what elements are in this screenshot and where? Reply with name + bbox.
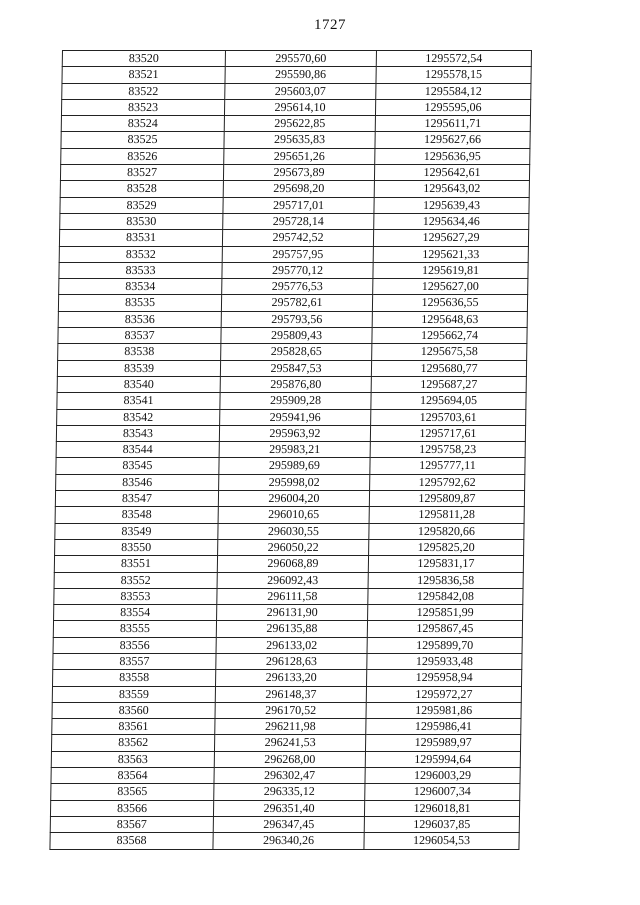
y-coordinate-cell: 1295578,15 xyxy=(376,67,531,83)
table-row xyxy=(51,735,520,751)
y-coordinate-cell: 1295636,55 xyxy=(372,295,527,311)
point-number-cell: 83568 xyxy=(50,833,213,849)
point-number-cell: 83535 xyxy=(58,295,221,311)
x-coordinate-cell: 295828,65 xyxy=(221,344,372,360)
point-number-cell: 83524 xyxy=(61,116,224,132)
table-row xyxy=(58,328,527,344)
x-coordinate-cell: 296340,26 xyxy=(213,833,364,849)
y-coordinate-cell: 1295703,61 xyxy=(371,409,526,425)
x-coordinate-cell: 295989,69 xyxy=(219,458,370,474)
x-coordinate-cell: 295876,80 xyxy=(220,376,371,392)
x-coordinate-cell: 295673,89 xyxy=(223,165,374,181)
point-number-cell: 83546 xyxy=(56,474,219,490)
x-coordinate-cell: 295614,10 xyxy=(224,99,375,115)
x-coordinate-cell: 295793,56 xyxy=(221,311,372,327)
table-row xyxy=(56,458,525,474)
y-coordinate-cell: 1295611,71 xyxy=(375,116,530,132)
x-coordinate-cell: 295717,01 xyxy=(223,197,374,213)
y-coordinate-cell: 1295792,62 xyxy=(370,474,525,490)
table-row xyxy=(53,637,522,653)
x-coordinate-cell: 296347,45 xyxy=(213,816,364,832)
table-row xyxy=(54,572,523,588)
y-coordinate-cell: 1295899,70 xyxy=(367,637,522,653)
table-row xyxy=(60,213,529,229)
y-coordinate-cell: 1295636,95 xyxy=(375,148,530,164)
y-coordinate-cell: 1295994,64 xyxy=(365,751,520,767)
table-row xyxy=(58,311,527,327)
x-coordinate-cell: 296148,37 xyxy=(215,686,366,702)
table-row xyxy=(53,621,522,637)
coordinates-table-container xyxy=(49,50,530,850)
point-number-cell: 83534 xyxy=(59,279,222,295)
y-coordinate-cell: 1295634,46 xyxy=(374,213,529,229)
point-number-cell: 83557 xyxy=(53,653,216,669)
x-coordinate-cell: 296268,00 xyxy=(214,751,365,767)
table-row xyxy=(51,768,520,784)
x-coordinate-cell: 295742,52 xyxy=(222,230,373,246)
y-coordinate-cell: 1295820,66 xyxy=(369,523,524,539)
point-number-cell: 83532 xyxy=(59,246,222,262)
point-number-cell: 83560 xyxy=(52,702,215,718)
table-row xyxy=(57,376,526,392)
y-coordinate-cell: 1296003,29 xyxy=(365,768,520,784)
x-coordinate-cell: 296068,89 xyxy=(217,556,368,572)
point-number-cell: 83561 xyxy=(52,719,215,735)
table-row xyxy=(50,816,519,832)
point-number-cell: 83538 xyxy=(58,344,221,360)
x-coordinate-cell: 296092,43 xyxy=(217,572,368,588)
table-row xyxy=(62,67,531,83)
point-number-cell: 83558 xyxy=(53,670,216,686)
point-number-cell: 83559 xyxy=(52,686,215,702)
x-coordinate-cell: 296128,63 xyxy=(216,653,367,669)
y-coordinate-cell: 1295758,23 xyxy=(370,442,525,458)
y-coordinate-cell: 1295717,61 xyxy=(370,425,525,441)
y-coordinate-cell: 1295842,08 xyxy=(368,588,523,604)
point-number-cell: 83543 xyxy=(56,425,219,441)
point-number-cell: 83521 xyxy=(62,67,225,83)
point-number-cell: 83567 xyxy=(50,816,213,832)
x-coordinate-cell: 295635,83 xyxy=(224,132,375,148)
x-coordinate-cell: 295590,86 xyxy=(225,67,376,83)
x-coordinate-cell: 296302,47 xyxy=(214,768,365,784)
table-row xyxy=(56,474,525,490)
table-row xyxy=(51,751,520,767)
x-coordinate-cell: 296335,12 xyxy=(214,784,365,800)
y-coordinate-cell: 1295972,27 xyxy=(366,686,521,702)
point-number-cell: 83531 xyxy=(59,230,222,246)
y-coordinate-cell: 1295648,63 xyxy=(372,311,527,327)
x-coordinate-cell: 296170,52 xyxy=(215,702,366,718)
x-coordinate-cell: 295770,12 xyxy=(222,262,373,278)
point-number-cell: 83566 xyxy=(50,800,213,816)
y-coordinate-cell: 1296007,34 xyxy=(365,784,520,800)
x-coordinate-cell: 295809,43 xyxy=(221,328,372,344)
y-coordinate-cell: 1295662,74 xyxy=(372,328,527,344)
x-coordinate-cell: 296133,02 xyxy=(216,637,367,653)
y-coordinate-cell: 1295958,94 xyxy=(367,670,522,686)
x-coordinate-cell: 296133,20 xyxy=(216,670,367,686)
table-row xyxy=(62,51,531,67)
table-row xyxy=(55,539,524,555)
point-number-cell: 83545 xyxy=(56,458,219,474)
y-coordinate-cell: 1296054,53 xyxy=(364,833,519,849)
point-number-cell: 83563 xyxy=(51,751,214,767)
point-number-cell: 83522 xyxy=(62,83,225,99)
point-number-cell: 83556 xyxy=(53,637,216,653)
y-coordinate-cell: 1295809,87 xyxy=(369,491,524,507)
table-row xyxy=(53,670,522,686)
point-number-cell: 83548 xyxy=(55,507,218,523)
table-row xyxy=(58,295,527,311)
point-number-cell: 83551 xyxy=(54,556,217,572)
x-coordinate-cell: 296111,58 xyxy=(217,588,368,604)
y-coordinate-cell: 1295989,97 xyxy=(365,735,520,751)
point-number-cell: 83562 xyxy=(51,735,214,751)
table-row xyxy=(52,702,521,718)
x-coordinate-cell: 295651,26 xyxy=(224,148,375,164)
x-coordinate-cell: 295941,96 xyxy=(220,409,371,425)
point-number-cell: 83528 xyxy=(60,181,223,197)
table-row xyxy=(57,393,526,409)
y-coordinate-cell: 1295627,66 xyxy=(375,132,530,148)
table-row xyxy=(61,99,530,115)
y-coordinate-cell: 1295831,17 xyxy=(368,556,523,572)
y-coordinate-cell: 1295825,20 xyxy=(369,539,524,555)
coordinates-table xyxy=(49,50,532,850)
x-coordinate-cell: 295698,20 xyxy=(223,181,374,197)
point-number-cell: 83541 xyxy=(57,393,220,409)
point-number-cell: 83550 xyxy=(55,539,218,555)
x-coordinate-cell: 296351,40 xyxy=(213,800,364,816)
y-coordinate-cell: 1296018,81 xyxy=(364,800,519,816)
table-row xyxy=(59,262,528,278)
point-number-cell: 83554 xyxy=(54,605,217,621)
point-number-cell: 83542 xyxy=(57,409,220,425)
point-number-cell: 83525 xyxy=(61,132,224,148)
table-row xyxy=(59,230,528,246)
x-coordinate-cell: 295570,60 xyxy=(225,51,376,67)
y-coordinate-cell: 1295687,27 xyxy=(371,376,526,392)
y-coordinate-cell: 1295627,29 xyxy=(373,230,528,246)
x-coordinate-cell: 295782,61 xyxy=(221,295,372,311)
y-coordinate-cell: 1295811,28 xyxy=(369,507,524,523)
table-row xyxy=(50,800,519,816)
table-row xyxy=(50,833,519,849)
point-number-cell: 83564 xyxy=(51,768,214,784)
table-row xyxy=(59,279,528,295)
table-row xyxy=(56,442,525,458)
table-row xyxy=(55,491,524,507)
x-coordinate-cell: 295909,28 xyxy=(220,393,371,409)
y-coordinate-cell: 1295639,43 xyxy=(374,197,529,213)
point-number-cell: 83527 xyxy=(60,165,223,181)
x-coordinate-cell: 295622,85 xyxy=(224,116,375,132)
x-coordinate-cell: 295983,21 xyxy=(219,442,370,458)
y-coordinate-cell: 1295777,11 xyxy=(370,458,525,474)
point-number-cell: 83540 xyxy=(57,376,220,392)
point-number-cell: 83533 xyxy=(59,262,222,278)
table-row xyxy=(57,409,526,425)
point-number-cell: 83553 xyxy=(54,588,217,604)
y-coordinate-cell: 1295619,81 xyxy=(373,262,528,278)
x-coordinate-cell: 296050,22 xyxy=(218,539,369,555)
table-row xyxy=(59,246,528,262)
y-coordinate-cell: 1295675,58 xyxy=(372,344,527,360)
y-coordinate-cell: 1295981,86 xyxy=(366,702,521,718)
point-number-cell: 83539 xyxy=(57,360,220,376)
table-row xyxy=(51,784,520,800)
point-number-cell: 83537 xyxy=(58,328,221,344)
point-number-cell: 83536 xyxy=(58,311,221,327)
y-coordinate-cell: 1295694,05 xyxy=(371,393,526,409)
point-number-cell: 83523 xyxy=(61,99,224,115)
table-row xyxy=(58,344,527,360)
y-coordinate-cell: 1295680,77 xyxy=(371,360,526,376)
table-row xyxy=(54,556,523,572)
x-coordinate-cell: 295757,95 xyxy=(222,246,373,262)
point-number-cell: 83520 xyxy=(62,51,225,67)
table-row xyxy=(60,165,529,181)
point-number-cell: 83526 xyxy=(61,148,224,164)
x-coordinate-cell: 295847,53 xyxy=(220,360,371,376)
table-row xyxy=(60,181,529,197)
y-coordinate-cell: 1295584,12 xyxy=(376,83,531,99)
point-number-cell: 83529 xyxy=(60,197,223,213)
point-number-cell: 83555 xyxy=(53,621,216,637)
x-coordinate-cell: 295603,07 xyxy=(225,83,376,99)
table-row xyxy=(61,132,530,148)
coordinates-table-body xyxy=(50,51,532,850)
y-coordinate-cell: 1295836,58 xyxy=(368,572,523,588)
y-coordinate-cell: 1295867,45 xyxy=(367,621,522,637)
table-row xyxy=(54,605,523,621)
table-row xyxy=(52,719,521,735)
y-coordinate-cell: 1295595,06 xyxy=(375,99,530,115)
table-row xyxy=(53,653,522,669)
x-coordinate-cell: 296135,88 xyxy=(216,621,367,637)
x-coordinate-cell: 296010,65 xyxy=(218,507,369,523)
y-coordinate-cell: 1295643,02 xyxy=(374,181,529,197)
table-row xyxy=(60,197,529,213)
x-coordinate-cell: 295963,92 xyxy=(219,425,370,441)
x-coordinate-cell: 295998,02 xyxy=(219,474,370,490)
page-number: 1727 xyxy=(314,17,346,33)
table-row xyxy=(62,83,531,99)
point-number-cell: 83547 xyxy=(55,491,218,507)
x-coordinate-cell: 296241,53 xyxy=(214,735,365,751)
y-coordinate-cell: 1295933,48 xyxy=(367,653,522,669)
y-coordinate-cell: 1295621,33 xyxy=(373,246,528,262)
point-number-cell: 83544 xyxy=(56,442,219,458)
point-number-cell: 83552 xyxy=(54,572,217,588)
y-coordinate-cell: 1296037,85 xyxy=(364,816,519,832)
y-coordinate-cell: 1295851,99 xyxy=(368,605,523,621)
y-coordinate-cell: 1295986,41 xyxy=(366,719,521,735)
table-row xyxy=(56,425,525,441)
table-row xyxy=(61,148,530,164)
point-number-cell: 83530 xyxy=(60,213,223,229)
point-number-cell: 83549 xyxy=(55,523,218,539)
table-row xyxy=(52,686,521,702)
y-coordinate-cell: 1295642,61 xyxy=(374,165,529,181)
table-row xyxy=(61,116,530,132)
y-coordinate-cell: 1295572,54 xyxy=(376,51,531,67)
x-coordinate-cell: 296131,90 xyxy=(217,605,368,621)
x-coordinate-cell: 296004,20 xyxy=(218,491,369,507)
x-coordinate-cell: 296211,98 xyxy=(215,719,366,735)
table-row xyxy=(55,523,524,539)
point-number-cell: 83565 xyxy=(51,784,214,800)
table-row xyxy=(54,588,523,604)
y-coordinate-cell: 1295627,00 xyxy=(373,279,528,295)
table-row xyxy=(55,507,524,523)
table-row xyxy=(57,360,526,376)
x-coordinate-cell: 295776,53 xyxy=(222,279,373,295)
x-coordinate-cell: 295728,14 xyxy=(223,213,374,229)
x-coordinate-cell: 296030,55 xyxy=(218,523,369,539)
